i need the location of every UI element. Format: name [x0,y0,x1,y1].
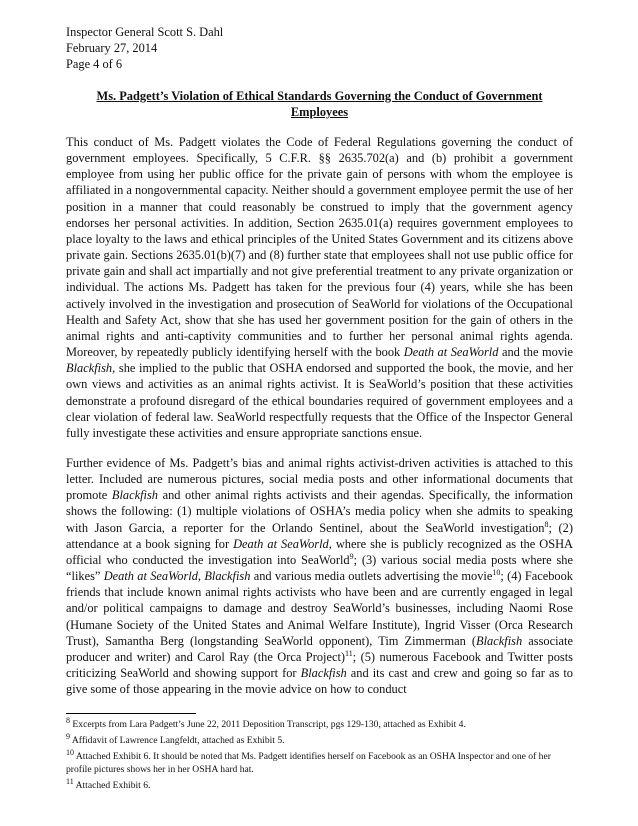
footnote-ref-9: 9 [349,551,354,561]
footnote-number: 9 [66,732,70,742]
footnote-number: 10 [66,748,74,758]
p1-text-c: , she implied to the public that OSHA endorsed and supported the book, the movie, and her own views and activities as an animal rights activist. It is SeaWorld’s position that these activities demonstrate a profound disregard of the ethical boundaries required of government employees and a clear violation of federal law. SeaWorld respectfully requests that the Office of the Inspector General fully investigate these activities and ensure appropriate sanctions ensue. [66,361,573,440]
footnote-text: Attached Exhibit 6. [75,780,151,792]
p2-text-j: and its cast and crew and going so far as to give some of those appearing in the movie advice on how to conduct [66,666,574,697]
book-title: Death at SeaWorld [403,345,499,360]
p2-text-g: ; (4) Facebook friends that include known animal rights activists who have been and are currently engaged in legal and/or political campaigns to damage and destroy SeaWorld’s businesses, including Naomi Rose (Humane Society of the United States and Animal Welfare Institute), Ingrid Visser (Orca Research Trust), Samantha Berg (longstanding SeaWorld opponent), Tim Zimmerman ( [66,569,573,648]
p1-text-b: and the movie [498,345,573,360]
footnote-text: Excerpts from Lara Padgett’s June 22, 2011 Deposition Transcript, pgs 129-130, attached as Exhibit 4. [72,719,466,731]
p2-text-a: Further evidence of Ms. Padgett’s bias and animal rights activist-driven activities is attached to this letter. Included are numerous pictures, social media posts and other informational documents that promote [66,455,573,503]
p2-text-e: ; (3) various social media posts where she “likes” [66,552,573,584]
p2-text-h: associate producer and writer) and Carol Ray (the Orca Project) [66,633,574,664]
movie-title: Blackfish [300,666,347,680]
letter-header [66,24,573,72]
movie-title: Blackfish [66,361,113,376]
footnote-ref-11: 11 [345,648,353,658]
footnote-9 [66,734,573,747]
book-title: Death at SeaWorld [233,536,329,551]
footnote-number: 8 [66,716,70,726]
p2-text-c: ; (2) attendance at a book signing for [66,520,573,551]
recipient-line: Inspector General Scott S. Dahl [66,25,224,39]
footnote-separator [66,713,196,714]
footnote-number: 11 [66,777,74,787]
paragraph-ethics-violation [66,134,573,441]
p1-text-a: This conduct of Ms. Padgett violates the Code of Federal Regulations governing the conduct of government employees. Specifically, 5 C.F.R. §§ 2635.702(a) and (b) prohibit a government employee from using her public office for the private gain of persons with whom the employee is affiliated in a nongovernmental capacity. Neither should a government employee permit the use of her position in a manner that could reasonably be construed to imply that the government agency endorses her personal activities. In addition, Section 2635.01(a) requires government employees to place loyalty to the laws and ethical principles of the United States Government and its citizens above private gain. Sections 2635.01(b)(7) and (8) further state that employees shall not use public office for private gain and shall act impartially and not give preferential treatment to any private organization or individual. The actions Ms. Padgett has taken for the previous four (4) years, while she has been actively involved in the investigation and prosecution of SeaWorld for violations of the Occupational Health and Safety Act, show that she has used her government position for the gain of others in the animal rights and anti-captivity communities and to further her personal animal rights agenda. Moreover, by repeatedly publicly identifying herself with the book [66,135,573,360]
movie-title: Blackfish [476,633,523,648]
footnote-ref-10: 10 [492,567,501,577]
p2-text-b: and other animal rights activists and their agendas. Specifically, the information shows the following: (1) multiple violations of OSHA’s media policy when she admits to speaking with Jason Garcia, a reporter for the Orlando Sentinel, about the SeaWorld investigation [66,488,573,535]
p2-text-f: and various media outlets advertising the movie [250,569,493,584]
p2-text-i: ; (5) numerous Facebook and Twitter posts criticizing SeaWorld and showing support for [66,649,573,680]
p2-text-d: , where she is publicly recognized as the OSHA official who conducted the investigation into SeaWorld [66,536,573,567]
date-line: February 27, 2014 [66,41,158,55]
footnote-8 [66,718,573,731]
movie-title: Blackfish [111,488,158,503]
section-title: Ms. Padgett’s Violation of Ethical Standards Governing the Conduct of Government Employees [96,89,543,119]
footnote-ref-8: 8 [544,519,549,529]
footnote-text: Attached Exhibit 6. It should be noted that Ms. Padgett identifies herself on Facebook as an OSHA Inspector and one of her profile pictures shows her in her OSHA hard hat. [66,751,551,776]
paragraph-further-evidence [66,455,573,697]
footnote-10 [66,750,573,776]
book-and-movie-titles: Death at SeaWorld, Blackfish [103,569,251,584]
footnote-text: Affidavit of Lawrence Langfeldt, attached as Exhibit 5. [71,735,285,747]
footnote-11 [66,779,573,792]
page-number: Page 4 of 6 [66,57,123,71]
footnotes [66,718,573,792]
letter-page [66,24,573,792]
